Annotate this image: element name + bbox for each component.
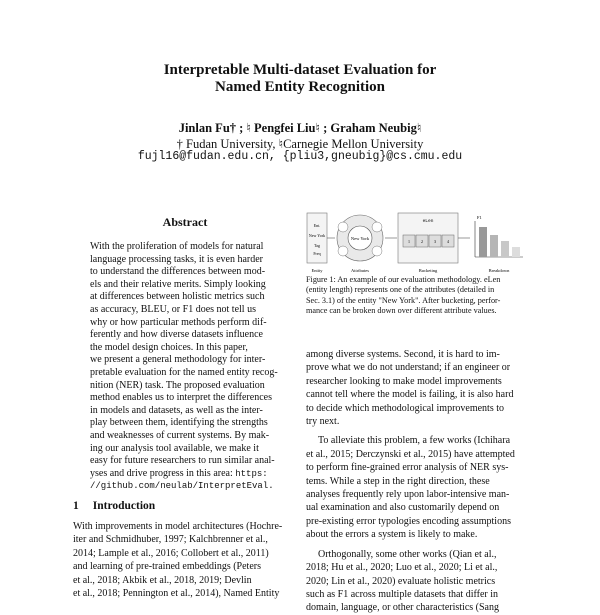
repo-link[interactable]: https: xyxy=(235,468,268,479)
author-list: Jinlan Fu† ; ♮ Pengfei Liu♮ ; Graham Neubig♮ xyxy=(178,121,422,135)
abstract-line: ferently and how diverse datasets influence xyxy=(90,329,263,341)
stage-label-breakdown: Breakdown xyxy=(488,268,510,273)
abstract-line: at differences between holistic metrics such xyxy=(90,291,265,303)
body-line: pre-existing error typologies encoding assumptions xyxy=(306,515,511,527)
caption-line: mance can be broken down over different attribute values. xyxy=(306,305,497,315)
abstract-line: play between them, identifying the strengths xyxy=(90,417,268,429)
title-line-1: Interpretable Multi-dataset Evaluation for xyxy=(163,62,437,78)
body-line: try next. xyxy=(306,416,340,428)
intro-line: iter and Schmidhuber, 1997; Kalchbrenner et al., xyxy=(73,534,268,546)
figure-1-diagram xyxy=(305,205,527,275)
body-line: 2018; Hu et al., 2020; Luo et al., 2020; Li et al., xyxy=(306,562,498,574)
attr-name: eLen xyxy=(422,219,434,224)
body-line: prove what we do not understand; if an engineer or xyxy=(306,362,511,374)
figure-1-caption xyxy=(306,275,534,316)
abstract-line: language processing tasks, it is even harder xyxy=(90,253,264,265)
abstract-line: ing our analysis tool available, we make it xyxy=(90,442,259,454)
attribute-bubble xyxy=(372,222,382,232)
abstract-line: pretable evaluation for the named entity recog- xyxy=(90,366,278,378)
abstract-line: easy for future researchers to run similar anal- xyxy=(90,455,275,467)
abstract-heading: Abstract xyxy=(162,215,208,229)
section-heading-introduction xyxy=(73,500,169,512)
body-line: tems. While a step in the right direction, these xyxy=(306,475,490,487)
abstract-line: nition (NER) task. The proposed evaluation xyxy=(90,379,265,391)
body-line: about the errors a system is likely to make. xyxy=(306,529,478,541)
caption-line: (entity length) represents one of the attributes (detailed in xyxy=(306,285,495,295)
body-line: to perform fine-grained error analysis of NER sys- xyxy=(306,462,509,474)
paper-title xyxy=(100,62,500,96)
body-line: to decide which methodological improvements to xyxy=(306,402,505,414)
abstract-body xyxy=(90,241,284,493)
body-line: et al., 2015; Derczynski et al., 2015) have attempted xyxy=(306,448,515,460)
body-line: 2020; Lin et al., 2020) evaluate holistic metrics xyxy=(306,575,496,587)
attribute-bubble xyxy=(338,246,348,256)
repo-link-path[interactable]: //github.com/neulab/InterpretEval. xyxy=(90,481,274,492)
body-line: ual examination and also customarily depend on xyxy=(306,502,500,514)
section-title: Introduction xyxy=(92,500,156,512)
body-line: cannot tell where the model is failing, it is also hard xyxy=(306,389,514,401)
intro-line: et al., 2018; Pennington et al., 2014), Named Entity xyxy=(73,588,280,600)
stage-label-bucketing: Bucketing xyxy=(418,268,438,273)
author-emails: fujl16@fudan.edu.cn, {pliu3,gneubig}@cs.cmu.edu xyxy=(137,150,463,163)
entity-word: New York xyxy=(308,233,326,238)
body-line: researcher looking to make model improvements xyxy=(306,375,502,387)
abstract-line: els and their relative merits. Simply looking xyxy=(90,278,266,290)
abstract-line-with-link xyxy=(90,468,284,481)
title-line-2: Named Entity Recognition xyxy=(215,79,385,95)
new-york-label: New York xyxy=(350,236,370,241)
attribute-bubble xyxy=(338,222,348,232)
section-number: 1 xyxy=(73,500,79,512)
intro-line: 2014; Lample et al., 2016; Collobert et al., 2011) xyxy=(73,547,269,559)
affiliations: † Fudan University, ♮Carnegie Mellon University xyxy=(176,137,424,151)
breakdown-bar xyxy=(490,235,498,257)
caption-line: Sec. 3.1) of the entity "New York". After bucketing, perfor- xyxy=(306,295,501,305)
body-line: among diverse systems. Second, it is hard to im- xyxy=(306,349,500,360)
abstract-line: With the proliferation of models for natural xyxy=(90,241,264,252)
intro-line: With improvements in model architectures (Hochre- xyxy=(73,521,283,532)
bucket-id: 1 xyxy=(408,239,410,244)
abstract-url-line xyxy=(90,480,284,493)
abstract-line: yses and drive progress in this area: xyxy=(90,467,233,479)
intro-line: et al., 2018; Akbik et al., 2018, 2019; Devlin xyxy=(73,574,252,586)
abstract-line: and weaknesses of current systems. By mak- xyxy=(90,429,270,441)
breakdown-bar xyxy=(512,247,520,257)
body-line: Orthogonally, some other works (Qian et al., xyxy=(318,548,497,560)
bucket-id: 4 xyxy=(447,239,449,244)
bucket-id: 3 xyxy=(434,239,436,244)
entity-word: Tag xyxy=(314,243,320,248)
body-line: To alleviate this problem, a few works (Ichihara xyxy=(318,435,511,447)
abstract-line: the model design choices. In this paper, xyxy=(90,341,248,353)
abstract-line: as accuracy, BLEU, or F1 does not tell us xyxy=(90,303,256,315)
right-column-body xyxy=(306,348,534,615)
abstract-line: why or how particular methods perform dif- xyxy=(90,316,267,328)
bucket-id: 2 xyxy=(421,239,423,244)
body-line: domain, language, or other characteristics (Sang xyxy=(306,602,499,614)
breakdown-bar xyxy=(501,241,509,257)
introduction-body xyxy=(73,520,295,600)
breakdown-bar xyxy=(479,227,487,257)
f1-axis-label: F1 xyxy=(477,215,482,220)
body-line: analyses frequently rely upon labor-intensive man- xyxy=(306,489,510,501)
abstract-line: in models and datasets, as well as the inter- xyxy=(90,404,263,416)
intro-line: and learning of pre-trained embeddings (Peters xyxy=(73,561,261,573)
caption-line: Figure 1: An example of our evaluation methodology. eLen xyxy=(306,275,501,284)
entity-word: Freq xyxy=(313,251,321,256)
abstract-line: method enables us to interpret the differences xyxy=(90,392,272,404)
body-line: such as F1 across multiple datasets that differ in xyxy=(306,588,498,600)
abstract-line: to understand the differences between mod- xyxy=(90,266,266,278)
stage-label-attributes: Attributes xyxy=(351,268,369,273)
attribute-bubble xyxy=(372,246,382,256)
entity-word: Ent. xyxy=(313,223,321,228)
stage-label-entity: Entity xyxy=(311,268,323,273)
abstract-line: we present a general methodology for inter- xyxy=(90,354,266,366)
